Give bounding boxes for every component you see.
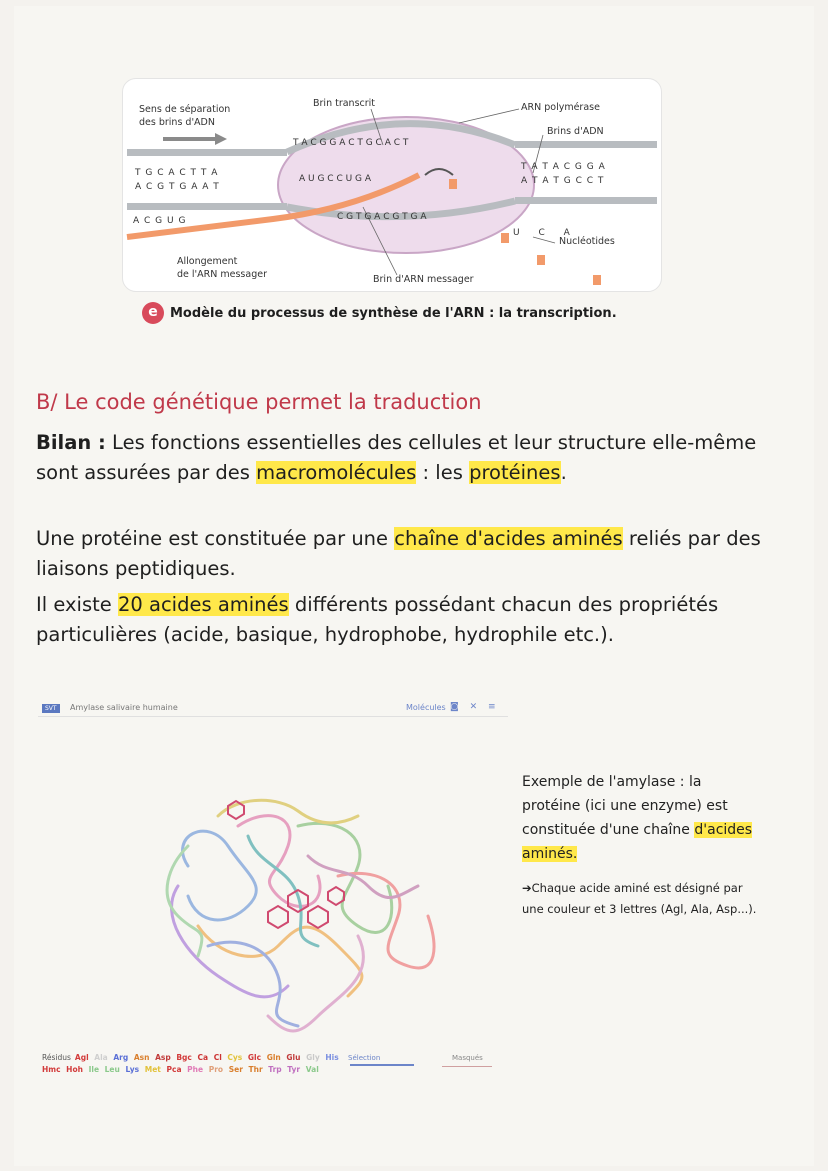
label-sens-line1: Sens de séparation <box>139 104 231 115</box>
molecules-menu[interactable]: Molécules <box>406 703 446 712</box>
seq-bubble-top: T A C G G A C T G C A C T <box>293 138 409 148</box>
label-nucleotides: Nucléotides <box>559 236 615 247</box>
residue-ala[interactable]: Ala <box>94 1053 108 1062</box>
masked-tab-underline <box>442 1066 492 1067</box>
para2-text1: Une protéine est constituée par une <box>36 527 395 550</box>
nucleotide-mark <box>593 275 601 285</box>
para2-text2: reliés par des liaisons peptidiques. <box>36 527 761 580</box>
para3-text2: différents possédant chacun des propriétés particulières (acide, basique, hydrophobe, hydrophile etc.). <box>36 593 719 646</box>
label-brins-adn: Brins d'ADN <box>547 126 604 137</box>
seq-left-top: T G C A C T T A <box>135 168 219 178</box>
residue-leu[interactable]: Leu <box>104 1065 120 1074</box>
residues-legend <box>42 1052 342 1076</box>
bilan-text3: . <box>560 461 567 484</box>
residue-glc[interactable]: Glc <box>247 1053 262 1062</box>
dna-strand-left-top <box>127 149 287 156</box>
svt-badge: SVT <box>42 704 60 713</box>
bilan-text1: Les fonctions essentielles des cellules et leur structure elle-même sont assurées par des <box>36 431 757 484</box>
label-brin-transcrit: Brin transcrit <box>313 98 376 109</box>
label-allongement-line2: de l'ARN messager <box>177 269 267 280</box>
selection-tab-underline <box>350 1064 414 1066</box>
dna-strand-right-bottom <box>515 197 657 204</box>
residue-lys[interactable]: Lys <box>125 1065 140 1074</box>
residue-pca[interactable]: Pca <box>166 1065 182 1074</box>
transcription-figure <box>122 78 662 292</box>
label-sens <box>139 103 230 129</box>
label-allongement <box>177 255 267 281</box>
bilan-label: Bilan : <box>36 431 106 454</box>
residue-gln[interactable]: Gln <box>266 1053 281 1062</box>
seq-free-nucleotides: U C A <box>513 228 578 238</box>
dna-strand-left-bottom <box>127 203 287 210</box>
note-highlight: d'acides aminés. <box>522 822 753 862</box>
nucleotide-mark <box>537 255 545 265</box>
caption-text: Modèle du processus de synthèse de l'ARN : la transcription. <box>170 305 617 321</box>
residue-hmc[interactable]: Hmc <box>42 1065 61 1074</box>
caption-letter-badge: e <box>142 302 164 324</box>
residue-tyr[interactable]: Tyr <box>287 1065 301 1074</box>
para3-text1: Il existe <box>36 593 118 616</box>
residue-cl[interactable]: Cl <box>213 1053 222 1062</box>
residue-cys[interactable]: Cys <box>227 1053 243 1062</box>
seq-right-bottom: A T A T G C C T <box>521 176 605 186</box>
residue-ca[interactable]: Ca <box>197 1053 209 1062</box>
bilan-highlight-macromolecules: macromolécules <box>256 461 417 484</box>
figure-caption <box>142 302 617 324</box>
residue-asn[interactable]: Asn <box>133 1053 150 1062</box>
label-brin-arn: Brin d'ARN messager <box>373 274 474 285</box>
residue-phe[interactable]: Phe <box>187 1065 204 1074</box>
direction-arrow-head <box>215 133 227 145</box>
bilan-text2: : les <box>416 461 470 484</box>
amino-acids-paragraph <box>36 590 776 650</box>
selection-tab[interactable]: Sélection <box>348 1054 381 1062</box>
protein-paragraph <box>36 524 776 584</box>
residue-asp[interactable]: Asp <box>155 1053 171 1062</box>
label-allongement-line1: Allongement <box>177 256 238 267</box>
residue-ile[interactable]: Ile <box>88 1065 100 1074</box>
molecule-viewer <box>38 700 508 1100</box>
residue-met[interactable]: Met <box>144 1065 161 1074</box>
residue-glu[interactable]: Glu <box>286 1053 301 1062</box>
bilan-highlight-proteines: protéines <box>469 461 561 484</box>
protein-ribbon-render[interactable] <box>38 716 508 1056</box>
residue-ser[interactable]: Ser <box>228 1065 243 1074</box>
residues-label: Résidus <box>42 1053 71 1062</box>
para3-highlight: 20 acides aminés <box>117 593 289 616</box>
residue-agl[interactable]: Agl <box>74 1053 89 1062</box>
seq-bubble-bottom: C G T G A C G T G A <box>337 212 427 222</box>
bilan-paragraph <box>36 428 776 488</box>
label-arn-polymerase: ARN polymérase <box>521 102 600 113</box>
residue-hoh[interactable]: Hoh <box>66 1065 83 1074</box>
leader-line <box>459 109 519 123</box>
section-title: B/ Le code génétique permet la traduction <box>36 390 482 414</box>
residue-trp[interactable]: Trp <box>268 1065 282 1074</box>
seq-bubble-arn: A U G C C U G A <box>299 174 372 184</box>
nucleotide-mark <box>501 233 509 243</box>
note-text1: Exemple de l'amylase : la protéine (ici une enzyme) est constituée d'une chaîne <box>522 774 728 838</box>
amylase-note <box>522 770 762 866</box>
seq-right-top: T A T A C G G A <box>521 162 606 172</box>
residue-gly[interactable]: Gly <box>306 1053 320 1062</box>
viewer-tool-icons[interactable]: ◙ ✕ ≡ <box>450 702 500 712</box>
amino-acid-note: ➔Chaque acide aminé est désigné par une couleur et 3 lettres (Agl, Ala, Asp...). <box>522 881 757 916</box>
viewer-toolbar <box>38 700 508 717</box>
nucleotide-mark <box>449 179 457 189</box>
residue-pro[interactable]: Pro <box>208 1065 224 1074</box>
label-sens-line2: des brins d'ADN <box>139 117 215 128</box>
seq-arn-left: A C G U G <box>133 216 187 226</box>
residue-list <box>42 1053 342 1074</box>
residue-thr[interactable]: Thr <box>248 1065 263 1074</box>
residue-his[interactable]: His <box>325 1053 339 1062</box>
dna-strand-right-top <box>515 141 657 148</box>
residue-val[interactable]: Val <box>305 1065 319 1074</box>
seq-left-bottom: A C G T G A A T <box>135 182 220 192</box>
residue-bgc[interactable]: Bgc <box>176 1053 192 1062</box>
para2-highlight: chaîne d'acides aminés <box>394 527 623 550</box>
residue-arg[interactable]: Arg <box>113 1053 129 1062</box>
viewer-title: Amylase salivaire humaine <box>70 703 178 712</box>
masked-tab[interactable]: Masqués <box>452 1054 483 1062</box>
